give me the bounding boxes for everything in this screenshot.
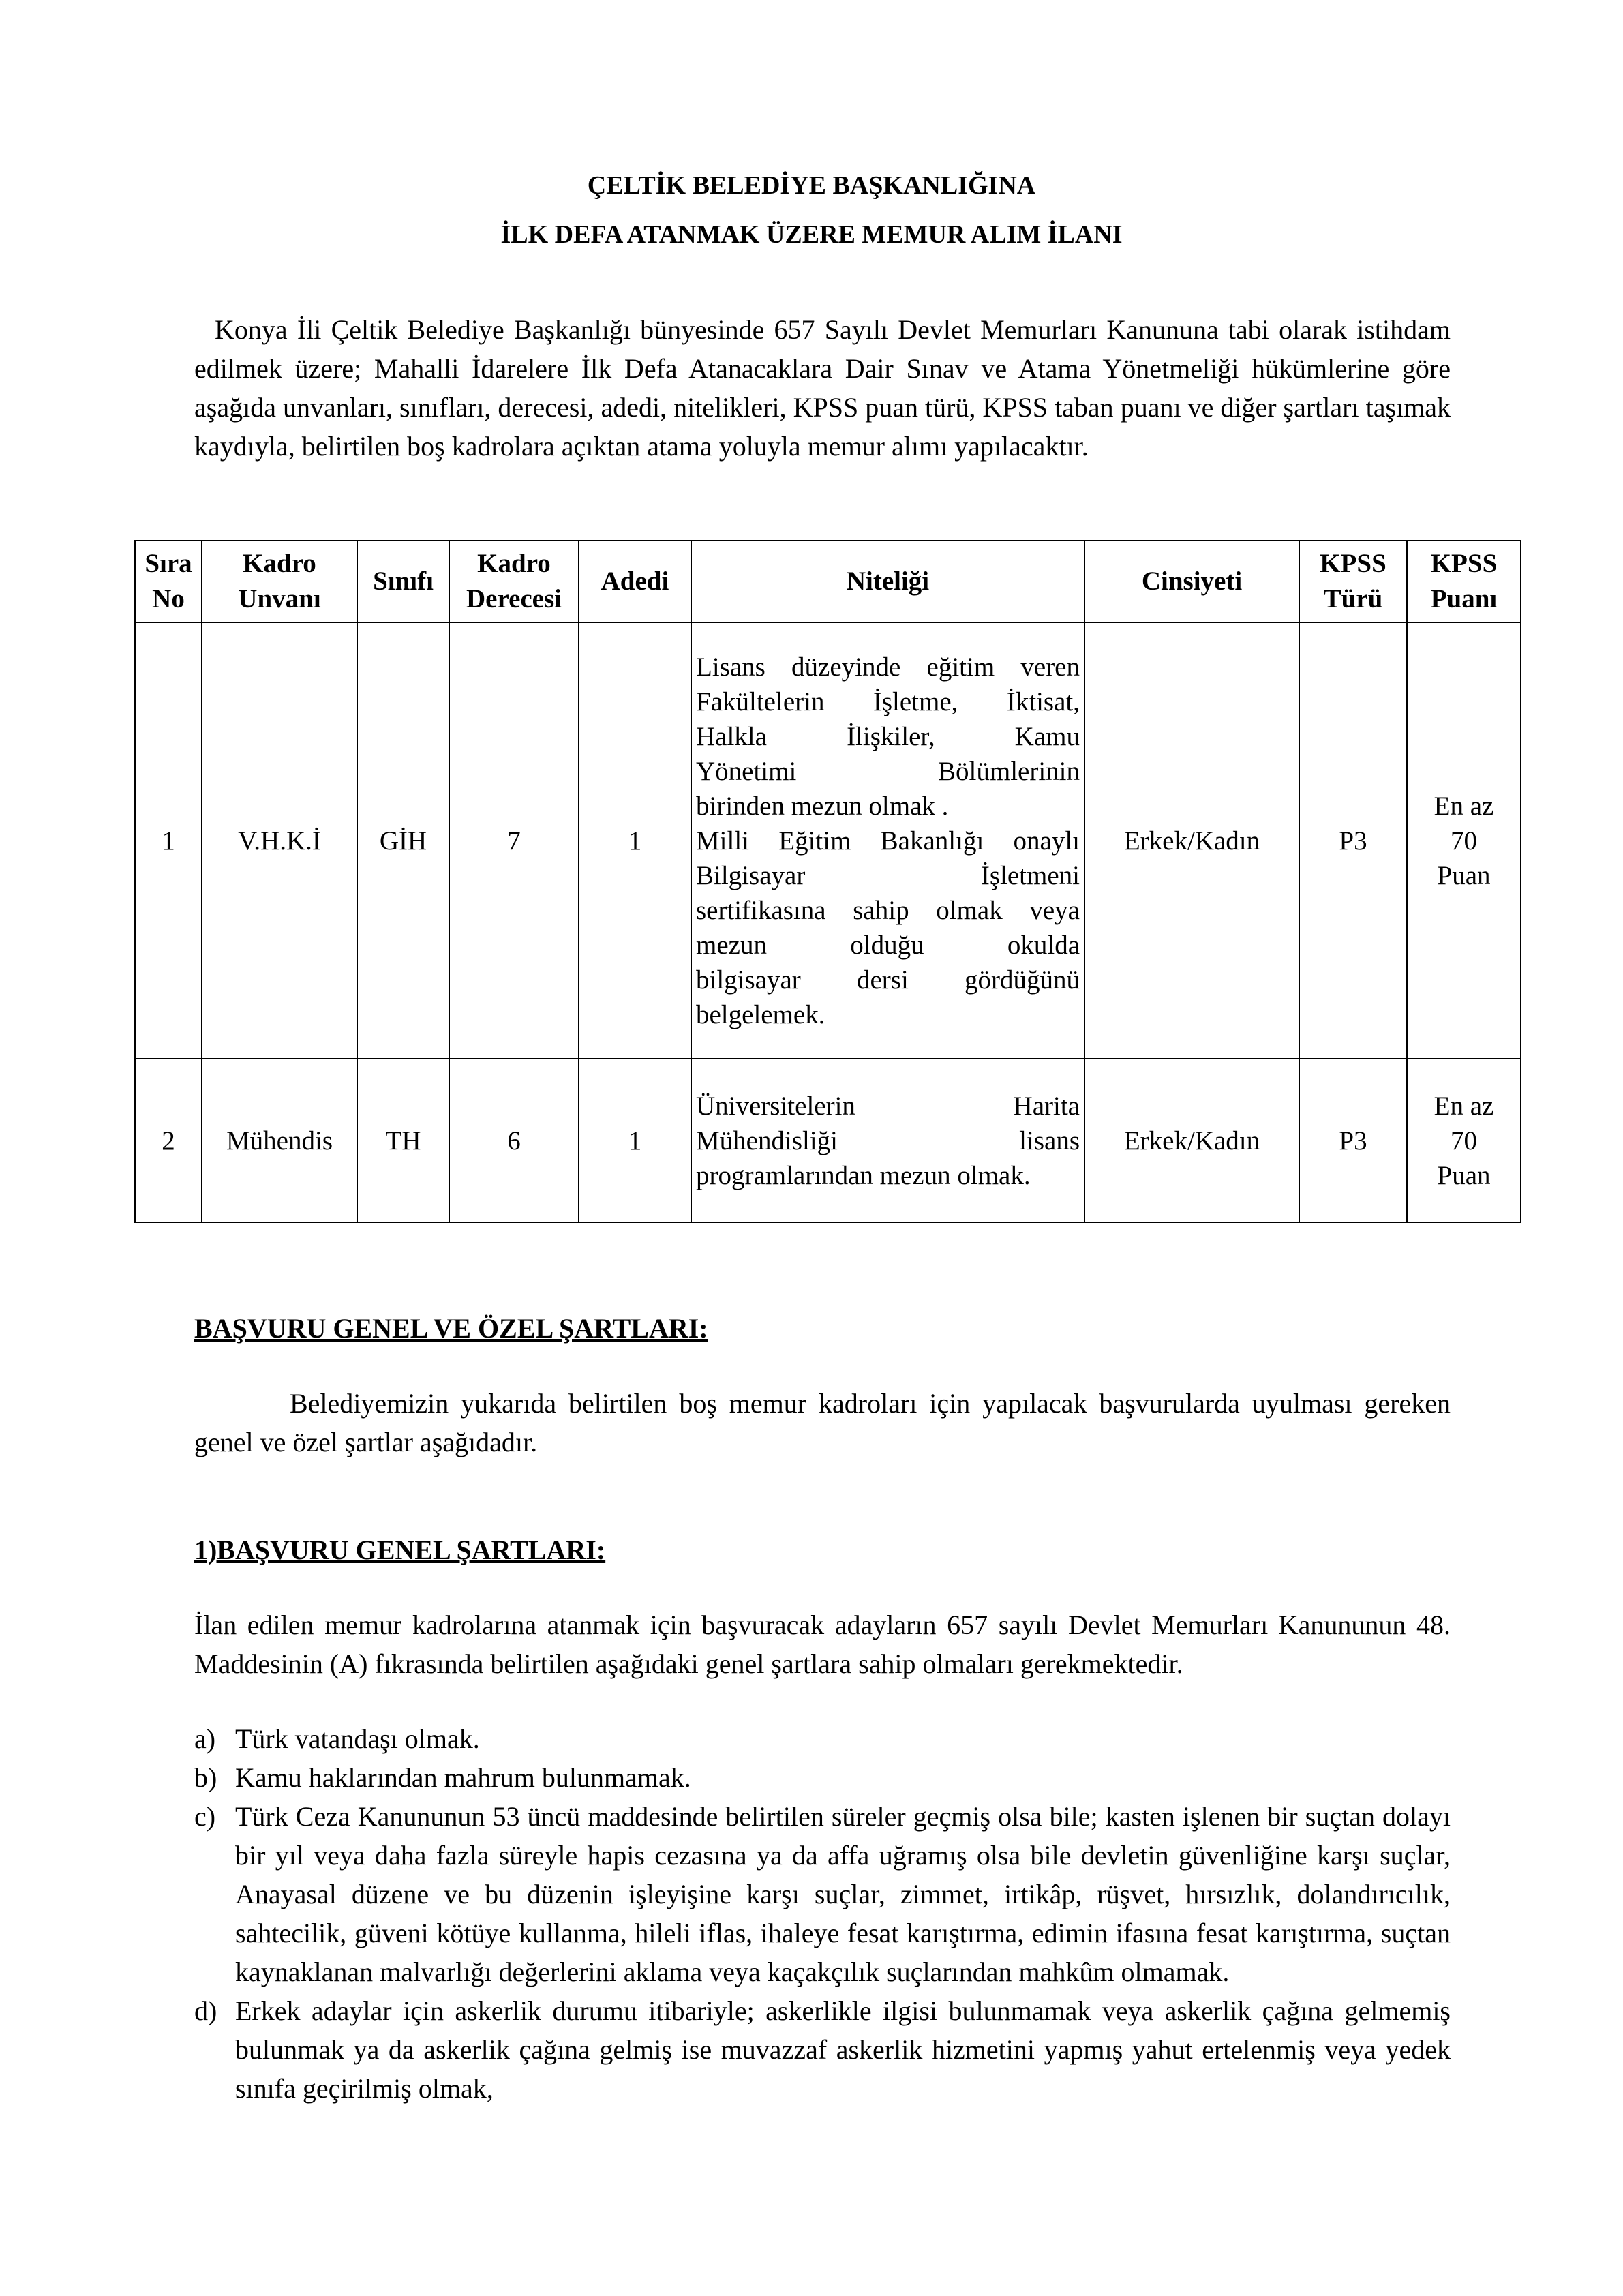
list-item: d) Erkek adaylar için askerlik durumu itibariyle; askerlikle ilgisi bulunmamak veya askerlik çağına gelmemiş bulunmak ya da askerlik çağına gelmiş ise muvazzaf askerlik hizmetini yapmış yahut ertelenmiş veya yedek sınıfa geçirilmiş olmak, bbox=[194, 1995, 1451, 2104]
cell-adet: 1 bbox=[579, 1059, 691, 1222]
header-kpss-puani: KPSS Puanı bbox=[1407, 541, 1521, 622]
position-table bbox=[134, 540, 1521, 1223]
cell-kpss-puani: En az 70 Puan bbox=[1407, 1059, 1521, 1222]
list-item: a) Türk vatandaşı olmak. bbox=[194, 1723, 480, 1754]
table-header-row bbox=[135, 541, 1521, 622]
cell-nitelik: Lisans düzeyinde eğitim veren Fakültelerin İşletme, İktisat, Halkla İlişkiler, Kamu Yönetimi Bölümlerinin birinden mezun olmak . Milli Eğitim Bakanlığı onaylı Bilgisayar İşletmeni sertifikasına sahip olmak veya mezun olduğu okulda bilgisayar dersi gördüğünü belgelemek. bbox=[691, 622, 1084, 1059]
cell-derece: 7 bbox=[449, 622, 579, 1059]
conditions-list bbox=[194, 1719, 1451, 2108]
header-kadro-derecesi: Kadro Derecesi bbox=[449, 541, 579, 622]
header-cinsiyeti: Cinsiyeti bbox=[1084, 541, 1299, 622]
cell-nitelik: Üniversitelerin Harita Mühendisliği lisans programlarından mezun olmak. bbox=[691, 1059, 1084, 1222]
table-row bbox=[135, 1059, 1521, 1222]
cell-adet: 1 bbox=[579, 622, 691, 1059]
cell-sira: 2 bbox=[135, 1059, 202, 1222]
header-kpss-turu: KPSS Türü bbox=[1299, 541, 1407, 622]
title-line-1: ÇELTİK BELEDİYE BAŞKANLIĞINA bbox=[587, 171, 1036, 200]
header-sira-no: Sıra No bbox=[135, 541, 202, 622]
header-sinifi: Sınıfı bbox=[357, 541, 449, 622]
cell-sira: 1 bbox=[135, 622, 202, 1059]
cell-kpss-puani: En az 70 Puan bbox=[1407, 622, 1521, 1059]
table-row bbox=[135, 622, 1521, 1059]
section-heading-genel-ozel: BAŞVURU GENEL VE ÖZEL ŞARTLARI: bbox=[194, 1313, 708, 1344]
list-item: b) Kamu haklarından mahrum bulunmamak. bbox=[194, 1762, 691, 1793]
header-niteligi: Niteliği bbox=[691, 541, 1084, 622]
cell-unvan: Mühendis bbox=[202, 1059, 357, 1222]
cell-cinsiyet: Erkek/Kadın bbox=[1084, 1059, 1299, 1222]
title-line-2: İLK DEFA ATANMAK ÜZERE MEMUR ALIM İLANI bbox=[500, 220, 1123, 249]
header-kadro-unvani: Kadro Unvanı bbox=[202, 541, 357, 622]
list-item: c) Türk Ceza Kanununun 53 üncü maddesinde belirtilen süreler geçmiş olsa bile; kasten işlenen bir suçtan dolayı bir yıl veya daha fazla süreyle hapis cezasına ya da affa uğramış olsa bile devletin güvenliğine karşı suçlar, Anayasal düzene ve bu düzenin işleyişine karşı suçlar, zimmet, irtikâp, rüşvet, hırsızlık, dolandırıcılık, sahtecilik, güveni kötüye kullanma, hileli iflas, ihaleye fesat karıştırma, edimin ifasına fesat karıştırma, suçtan kaynaklanan malvarlığı değerlerini aklama veya kaçakçılık suçlarından mahkûm olmamak. bbox=[194, 1801, 1451, 1987]
cell-kpss-turu: P3 bbox=[1299, 622, 1407, 1059]
section-paragraph: Belediyemizin yukarıda belirtilen boş memur kadroları için yapılacak başvurularda uyulması gereken genel ve özel şartlar aşağıdadır. bbox=[194, 1388, 1451, 1457]
header-adedi: Adedi bbox=[579, 541, 691, 622]
cell-derece: 6 bbox=[449, 1059, 579, 1222]
intro-paragraph: Konya İli Çeltik Belediye Başkanlığı bünyesinde 657 Sayılı Devlet Memurları Kanununa tabi olarak istihdam edilmek üzere; Mahalli İdarelere İlk Defa Atanacaklara Dair Sınav ve Atama Yönetmeliği hükümlerine göre aşağıda unvanları, sınıfları, derecesi, adedi, nitelikleri, KPSS puan türü, KPSS taban puanı ve diğer şartları taşımak kaydıyla, belirtilen boş kadrolara açıktan atama yoluyla memur alımı yapılacaktır. bbox=[194, 314, 1451, 462]
cell-unvan: V.H.K.İ bbox=[202, 622, 357, 1059]
section-paragraph: İlan edilen memur kadrolarına atanmak için başvuracak adayların 657 sayılı Devlet Memurları Kanununun 48. Maddesinin (A) fıkrasında belirtilen aşağıdaki genel şartlara sahip olmaları gerekmektedir. bbox=[194, 1610, 1451, 1679]
section-heading-genel: 1)BAŞVURU GENEL ŞARTLARI: bbox=[194, 1535, 606, 1565]
cell-sinif: TH bbox=[357, 1059, 449, 1222]
cell-sinif: GİH bbox=[357, 622, 449, 1059]
cell-kpss-turu: P3 bbox=[1299, 1059, 1407, 1222]
cell-cinsiyet: Erkek/Kadın bbox=[1084, 622, 1299, 1059]
